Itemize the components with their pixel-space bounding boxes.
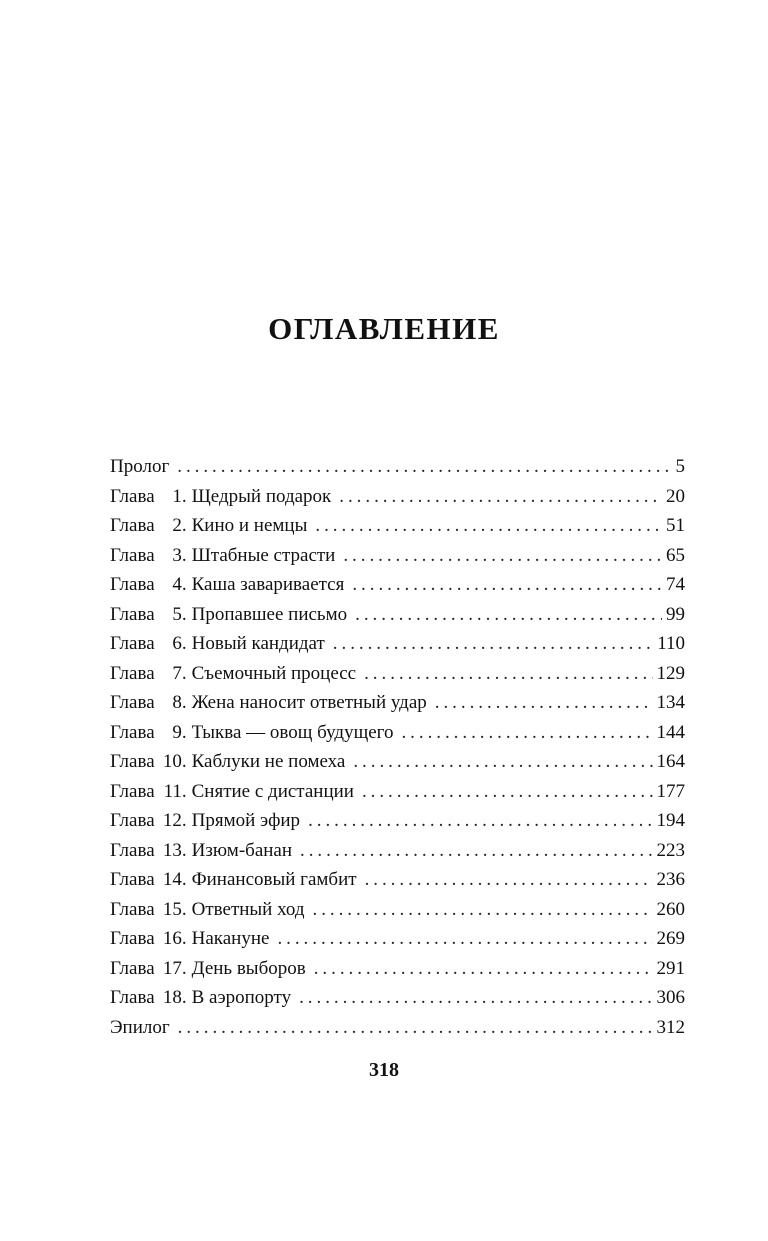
toc-entry-prefix: Глава <box>110 780 155 802</box>
toc-entry-title: Щедрый подарок <box>191 485 332 507</box>
toc-entry-prefix: Глава <box>110 633 155 654</box>
toc-entry-chapter-17 <box>110 954 685 984</box>
toc-entry-prefix: Глава <box>110 987 155 1008</box>
toc-entry-chapter-18 <box>110 983 685 1013</box>
toc-entry-prefix: Глава <box>110 515 155 536</box>
dot-leader <box>352 570 662 600</box>
dot-leader <box>362 777 653 807</box>
table-of-contents <box>110 452 685 1042</box>
toc-entry-number: 7. <box>172 662 187 684</box>
toc-entry-page: 236 <box>656 869 685 890</box>
toc-entry-title: Тыква — овощ будущего <box>191 721 394 743</box>
page-number: 318 <box>369 1059 399 1081</box>
toc-entry-number: 4. <box>172 574 187 595</box>
toc-entry-chapter-6 <box>110 629 685 659</box>
dot-leader <box>177 452 671 482</box>
dot-leader <box>308 806 652 836</box>
dot-leader <box>333 629 653 659</box>
toc-entry-prefix: Глава <box>110 692 155 713</box>
dot-leader <box>178 1013 653 1043</box>
toc-entry-prefix: Глава <box>110 751 155 772</box>
toc-entry-number: 1. <box>172 485 187 507</box>
toc-entry-page: 65 <box>666 544 685 566</box>
toc-entry-chapter-9 <box>110 718 685 748</box>
toc-entry-number: 12. <box>162 810 187 831</box>
toc-entry-number: 16. <box>162 928 187 949</box>
dot-leader <box>315 511 662 541</box>
toc-entry-title: Кино и немцы <box>191 515 308 536</box>
toc-entry-title: Ответный ход <box>191 898 305 920</box>
toc-entry-number: 8. <box>172 692 187 713</box>
toc-entry-number: 11. <box>163 780 187 802</box>
toc-entry-title: Съемочный процесс <box>191 662 357 684</box>
toc-entry-number: 6. <box>172 633 187 654</box>
toc-entry-page: 74 <box>666 574 685 595</box>
toc-entry-chapter-15 <box>110 895 685 925</box>
toc-entry-number: 15. <box>162 898 187 920</box>
dot-leader <box>355 600 662 630</box>
dot-leader <box>299 983 652 1013</box>
toc-entry-prefix: Глава <box>110 662 155 684</box>
toc-entry-page: 260 <box>656 898 685 920</box>
dot-leader <box>365 865 653 895</box>
toc-entry-epilog <box>110 1013 685 1043</box>
toc-entry-prefix: Глава <box>110 574 155 595</box>
toc-entry-chapter-3 <box>110 541 685 571</box>
toc-entry-prefix: Глава <box>110 928 155 949</box>
toc-entry-title: Каблуки не помеха <box>191 751 346 772</box>
toc-entry-page: 306 <box>656 987 685 1008</box>
toc-entry-page: 164 <box>656 751 685 772</box>
toc-entry-title: День выборов <box>191 957 306 979</box>
dot-leader <box>313 895 653 925</box>
toc-entry-chapter-7 <box>110 659 685 689</box>
dot-leader <box>353 747 652 777</box>
toc-entry-title: Эпилог <box>110 1016 170 1038</box>
toc-entry-page: 269 <box>656 928 685 949</box>
toc-entry-prefix: Глава <box>110 869 155 890</box>
dot-leader <box>364 659 652 689</box>
dot-leader <box>300 836 652 866</box>
toc-entry-page: 144 <box>656 721 685 743</box>
toc-entry-page: 20 <box>666 485 685 507</box>
toc-entry-number: 2. <box>172 515 187 536</box>
toc-entry-title: Прямой эфир <box>191 810 301 831</box>
dot-leader <box>401 718 652 748</box>
toc-entry-number: 14. <box>162 869 187 890</box>
toc-entry-number: 18. <box>162 987 187 1008</box>
toc-entry-page: 291 <box>656 957 685 979</box>
toc-entry-chapter-10 <box>110 747 685 777</box>
toc-entry-prefix: Глава <box>110 810 155 831</box>
toc-entry-title: Пропавшее письмо <box>191 603 348 625</box>
toc-entry-chapter-11 <box>110 777 685 807</box>
toc-entry-title: Новый кандидат <box>191 633 325 654</box>
toc-entry-chapter-14 <box>110 865 685 895</box>
toc-entry-page: 312 <box>656 1016 685 1038</box>
dot-leader <box>435 688 653 718</box>
toc-entry-number: 13. <box>162 839 187 861</box>
toc-entry-prefix: Глава <box>110 603 155 625</box>
toc-entry-chapter-1 <box>110 482 685 512</box>
toc-entry-page: 110 <box>657 633 685 654</box>
toc-entry-page: 134 <box>656 692 685 713</box>
toc-entry-page: 194 <box>656 810 685 831</box>
dot-leader <box>339 482 662 512</box>
toc-entry-number: 3. <box>172 544 187 566</box>
toc-entry-title: Снятие с дистанции <box>191 780 354 802</box>
toc-entry-chapter-12 <box>110 806 685 836</box>
toc-entry-title: В аэропорту <box>191 987 292 1008</box>
toc-entry-page: 223 <box>656 839 685 861</box>
toc-entry-page: 129 <box>656 662 685 684</box>
toc-entry-prefix: Глава <box>110 898 155 920</box>
toc-entry-chapter-8 <box>110 688 685 718</box>
toc-entry-chapter-5 <box>110 600 685 630</box>
toc-entry-chapter-16 <box>110 924 685 954</box>
toc-entry-page: 5 <box>675 456 685 477</box>
toc-entry-prefix: Глава <box>110 721 155 743</box>
toc-entry-chapter-13 <box>110 836 685 866</box>
dot-leader <box>314 954 653 984</box>
toc-entry-number: 17. <box>162 957 187 979</box>
toc-entry-number: 5. <box>172 603 187 625</box>
toc-entry-number: 10. <box>162 751 187 772</box>
toc-entry-prefix: Глава <box>110 839 155 861</box>
toc-entry-prefix: Глава <box>110 957 155 979</box>
toc-entry-title: Штабные страсти <box>191 544 336 566</box>
toc-entry-title: Жена наносит ответный удар <box>191 692 427 713</box>
toc-entry-page: 51 <box>666 515 685 536</box>
toc-entry-title: Накануне <box>191 928 270 949</box>
toc-entry-chapter-4 <box>110 570 685 600</box>
toc-entry-chapter-2 <box>110 511 685 541</box>
toc-entry-page: 177 <box>656 780 685 802</box>
toc-entry-title: Каша заваривается <box>191 574 345 595</box>
toc-entry-title: Изюм-банан <box>191 839 293 861</box>
toc-entry-page: 99 <box>666 603 685 625</box>
page-title: ОГЛАВЛЕНИЕ <box>268 311 500 346</box>
toc-entry-prefix: Глава <box>110 544 155 566</box>
toc-entry-prolog <box>110 452 685 482</box>
dot-leader <box>343 541 662 571</box>
toc-entry-title: Пролог <box>110 456 170 477</box>
toc-entry-prefix: Глава <box>110 485 155 507</box>
toc-entry-number: 9. <box>172 721 187 743</box>
toc-entry-title: Финансовый гамбит <box>191 869 357 890</box>
dot-leader <box>277 924 652 954</box>
